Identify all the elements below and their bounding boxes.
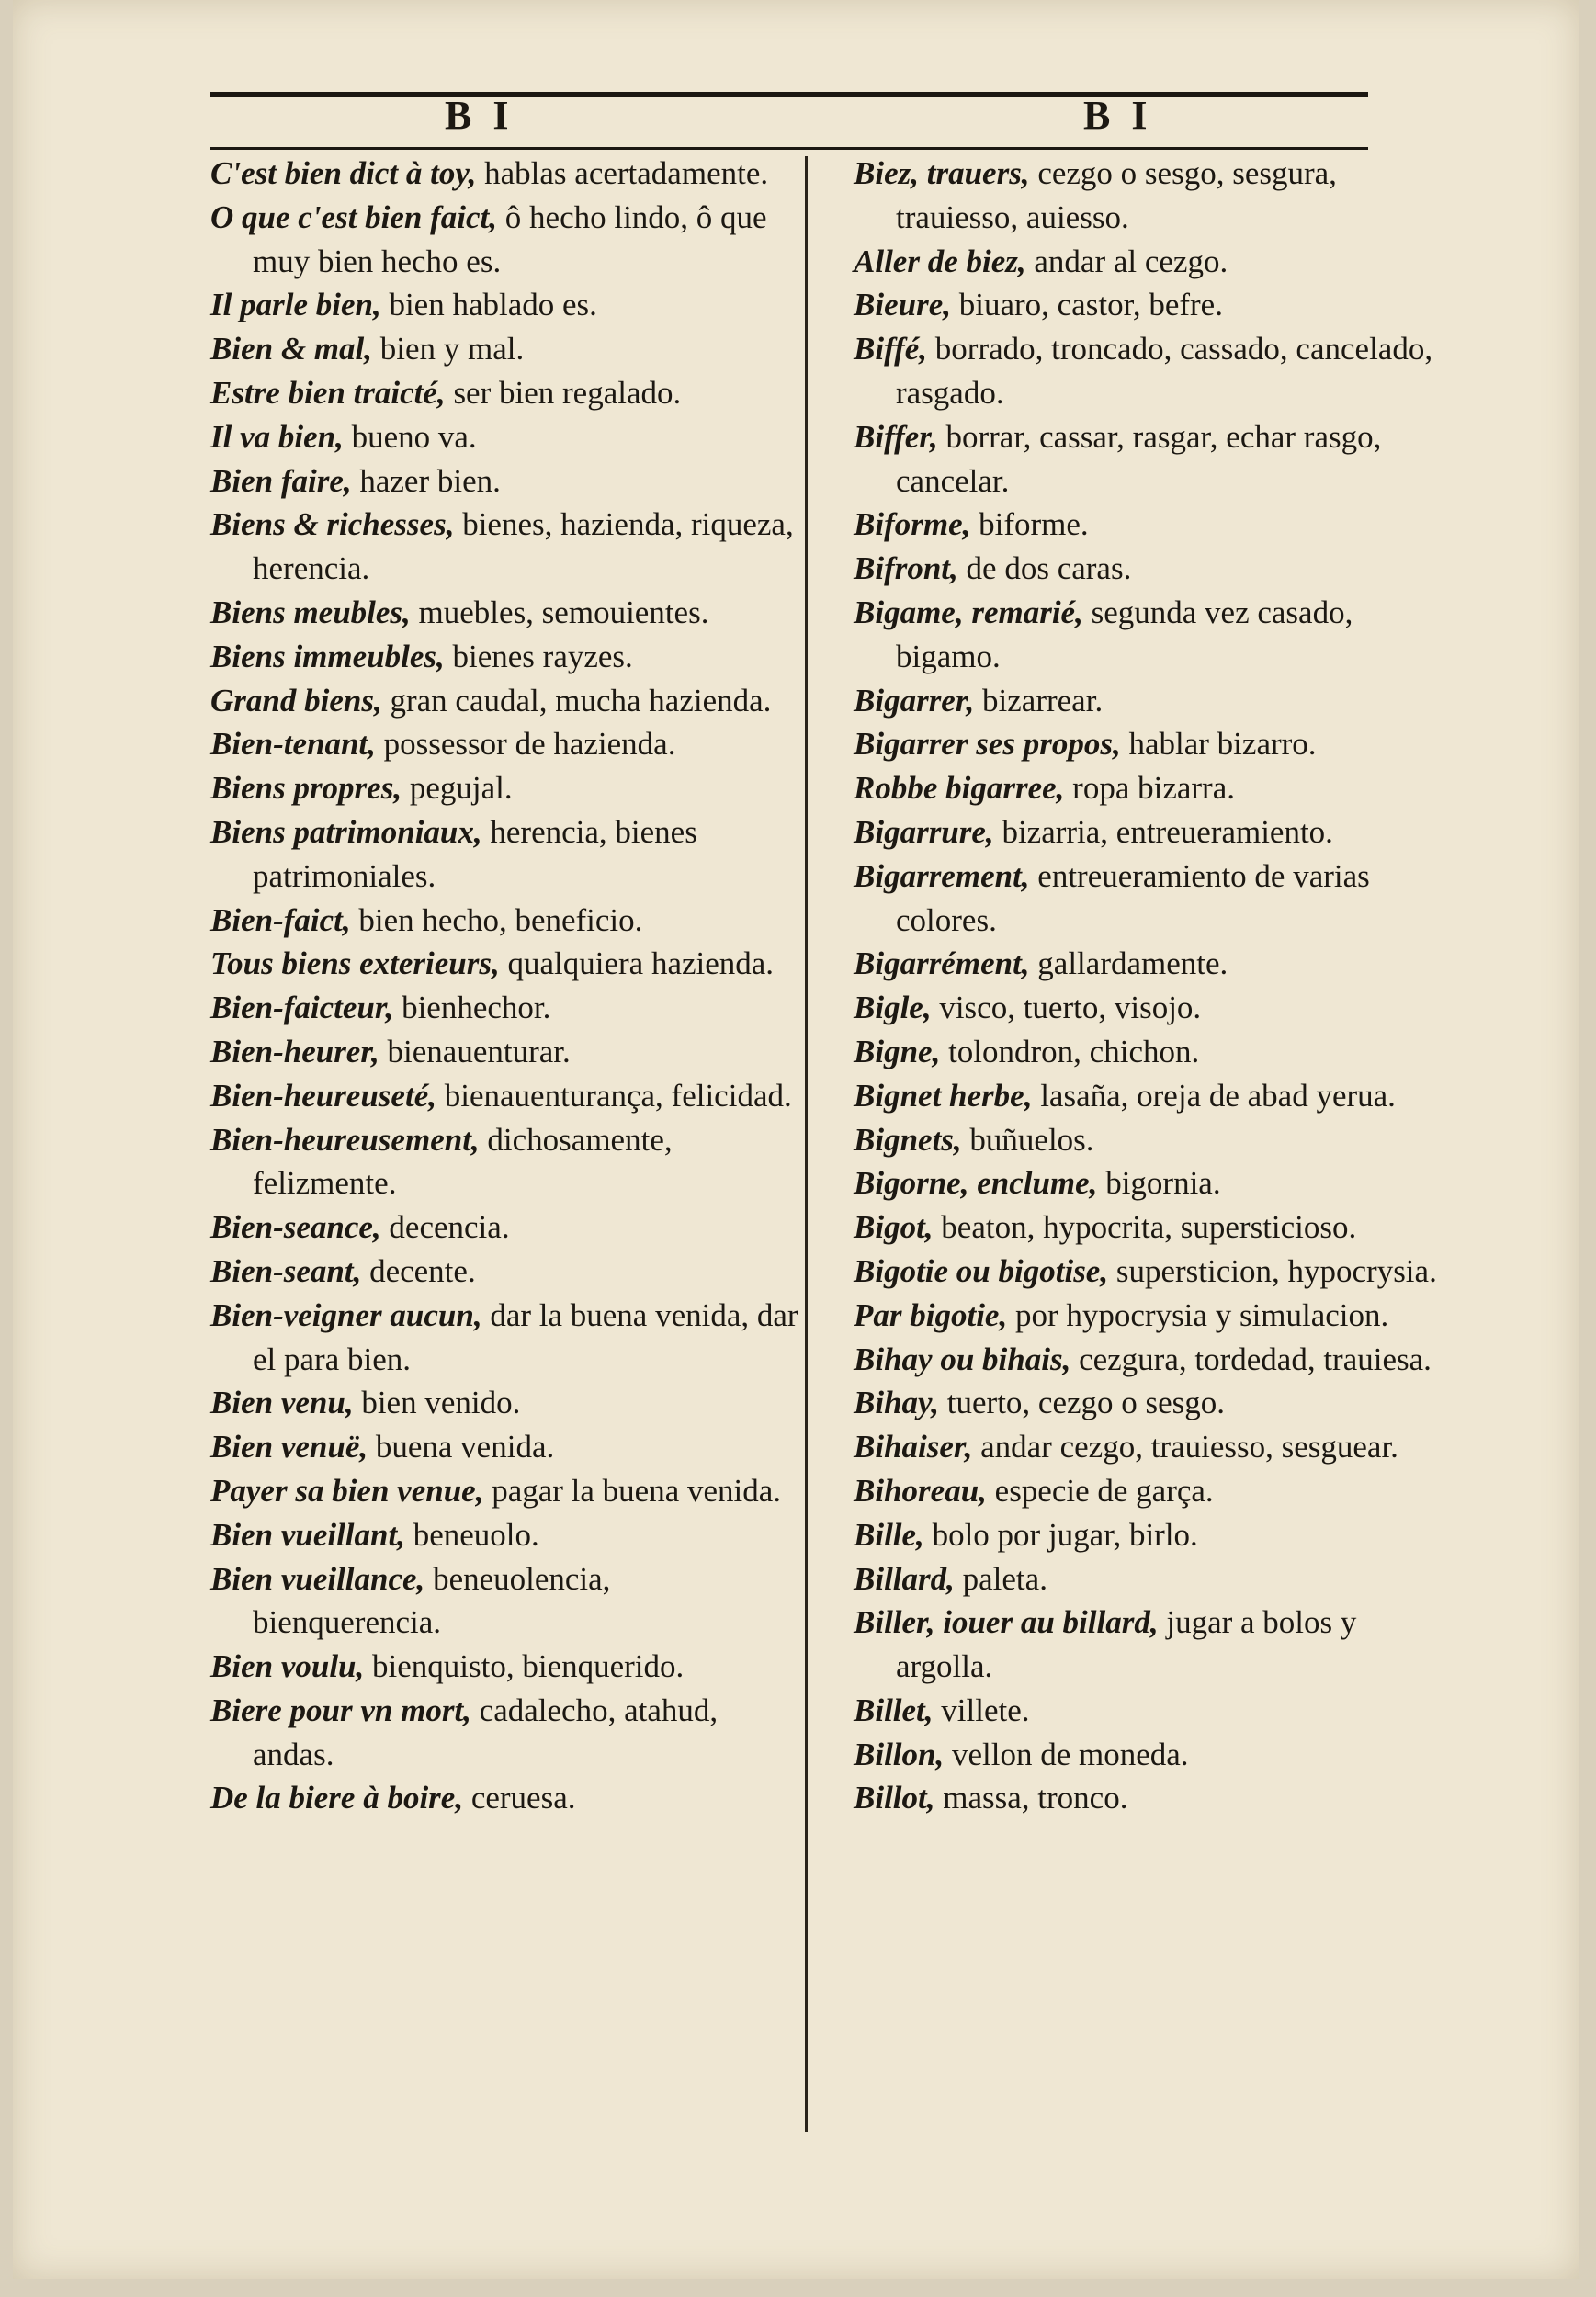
dictionary-entry <box>210 327 798 371</box>
entry-headword: Biens immeubles, <box>210 638 445 674</box>
entry-translation: segunda vez casado, bigamo. <box>896 594 1353 674</box>
entry-translation: cadalecho, atahud, andas. <box>253 1692 719 1772</box>
entry-translation: por hypocrysia y simulacion. <box>1007 1296 1389 1333</box>
entry-translation: massa, tronco. <box>934 1780 1128 1816</box>
header-rule-lower <box>210 147 1368 150</box>
dictionary-entry <box>210 986 798 1030</box>
dictionary-entry <box>210 1381 798 1425</box>
entry-headword: Bien vueillance, <box>210 1560 425 1597</box>
entry-headword: Biller, iouer au billard, <box>854 1604 1159 1641</box>
dictionary-entry <box>854 942 1442 986</box>
dictionary-entry <box>210 766 798 810</box>
dictionary-entry <box>854 722 1442 766</box>
running-head-right: B I <box>1083 93 1153 138</box>
header-rule <box>210 92 1368 97</box>
dictionary-entry <box>854 1425 1442 1469</box>
entry-translation: cezgo o sesgo, sesgura, trauiesso, auiesso. <box>896 155 1337 235</box>
entry-headword: Bien faire, <box>210 462 352 499</box>
dictionary-entry <box>854 547 1442 591</box>
running-head-left: B I <box>445 93 515 138</box>
entry-headword: Bien venuë, <box>210 1429 368 1465</box>
entry-headword: Bigarrer, <box>854 682 975 719</box>
entry-headword: Billard, <box>854 1560 955 1597</box>
entry-headword: Bigarrer ses propos, <box>854 726 1121 763</box>
dictionary-entry <box>854 1381 1442 1425</box>
entry-translation: pegujal. <box>402 770 513 807</box>
entry-translation: bien hecho, beneficio. <box>350 901 643 938</box>
dictionary-entry <box>210 1557 798 1646</box>
entry-translation: ceruesa. <box>463 1780 576 1816</box>
dictionary-entry <box>210 371 798 415</box>
entry-headword: Bigorne, enclume, <box>854 1165 1098 1202</box>
entry-translation: beaton, hypocrita, supersticioso. <box>933 1209 1357 1246</box>
entry-headword: Bigle, <box>854 990 932 1026</box>
dictionary-entry <box>210 722 798 766</box>
entry-headword: Bien voulu, <box>210 1648 365 1685</box>
entry-headword: Bien-veigner aucun, <box>210 1296 482 1333</box>
entry-headword: Bien-heurer, <box>210 1033 379 1069</box>
dictionary-entry <box>854 1601 1442 1689</box>
dictionary-entry <box>854 1205 1442 1250</box>
dictionary-entry <box>210 1074 798 1118</box>
entry-translation: andar al cezgo. <box>1025 243 1228 279</box>
dictionary-entry <box>854 1118 1442 1162</box>
entry-translation: dar la buena venida, dar el para bien. <box>253 1296 798 1377</box>
entry-translation: bolo por jugar, birlo. <box>923 1516 1198 1553</box>
entry-translation: bueno va. <box>343 418 477 455</box>
dictionary-entry <box>854 327 1442 415</box>
entry-headword: Aller de biez, <box>854 243 1026 279</box>
dictionary-entry <box>210 1118 798 1206</box>
entry-headword: Payer sa bien venue, <box>210 1472 484 1509</box>
entry-headword: Bien-faicteur, <box>210 990 394 1026</box>
dictionary-page <box>13 0 1579 2279</box>
entry-headword: De la biere à boire, <box>210 1780 464 1816</box>
entry-translation: bienquisto, bienquerido. <box>364 1648 685 1685</box>
column-divider <box>805 156 808 2132</box>
entry-translation: villete. <box>933 1692 1030 1728</box>
dictionary-entry <box>210 283 798 327</box>
entry-headword: Grand biens, <box>210 682 382 719</box>
entry-translation: beneuolo. <box>404 1516 539 1553</box>
entry-translation: bienhechor. <box>393 990 551 1026</box>
entry-translation: bien y mal. <box>372 331 525 368</box>
entry-headword: Bille, <box>854 1516 924 1553</box>
entry-translation: decente. <box>361 1252 476 1289</box>
entry-headword: Bien & mal, <box>210 331 372 368</box>
entry-translation: visco, tuerto, visojo. <box>931 990 1202 1026</box>
entry-headword: Biffer, <box>854 418 938 455</box>
entry-translation: de dos caras. <box>957 550 1132 587</box>
dictionary-entry <box>854 152 1442 240</box>
entry-translation: borrado, troncado, cassado, cancelado, rasgado. <box>896 331 1433 411</box>
entry-translation: pagar la buena venida. <box>483 1472 782 1509</box>
entry-headword: Biens & richesses, <box>210 506 455 543</box>
dictionary-entry <box>210 810 798 899</box>
entry-headword: Robbe bigarree, <box>854 770 1065 807</box>
entry-translation: supersticion, hypocrysia. <box>1108 1252 1437 1289</box>
dictionary-entry <box>854 283 1442 327</box>
entry-translation: bizarria, entreueramiento. <box>993 813 1333 850</box>
right-column <box>854 152 1442 1820</box>
entry-translation: bienauenturança, felicidad. <box>436 1077 792 1114</box>
entry-headword: Bignet herbe, <box>854 1077 1033 1114</box>
dictionary-entry <box>210 1645 798 1689</box>
entry-headword: Bien venu, <box>210 1385 354 1421</box>
entry-headword: Bigarrément, <box>854 945 1030 982</box>
dictionary-entry <box>854 1338 1442 1382</box>
dictionary-entry <box>210 459 798 504</box>
dictionary-entry <box>210 635 798 679</box>
dictionary-entry <box>210 899 798 943</box>
dictionary-entry <box>854 810 1442 854</box>
entry-headword: Bihoreau, <box>854 1472 987 1509</box>
dictionary-entry <box>210 942 798 986</box>
entry-translation: bienes, hazienda, riqueza, herencia. <box>253 506 794 587</box>
entry-headword: Bigarrure, <box>854 813 994 850</box>
dictionary-entry <box>210 152 798 196</box>
entry-translation: hablar bizarro. <box>1120 726 1317 763</box>
dictionary-entry <box>854 1733 1442 1777</box>
entry-headword: Bien-faict, <box>210 901 351 938</box>
entry-headword: Tous biens exterieurs, <box>210 945 500 982</box>
entry-headword: Biens patrimoniaux, <box>210 813 482 850</box>
entry-headword: Biens meubles, <box>210 594 411 630</box>
dictionary-entry <box>854 1469 1442 1513</box>
entry-translation: vellon de moneda. <box>944 1736 1189 1772</box>
entry-translation: jugar a bolos y argolla. <box>896 1604 1357 1685</box>
entry-headword: Bifront, <box>854 550 958 587</box>
entry-headword: Billet, <box>854 1692 934 1728</box>
entry-headword: Bihay, <box>854 1385 940 1421</box>
dictionary-entry <box>210 1469 798 1513</box>
entry-translation: borrar, cassar, rasgar, echar rasgo, cancelar. <box>896 418 1382 499</box>
entry-translation: tuerto, cezgo o sesgo. <box>939 1385 1226 1421</box>
dictionary-entry <box>854 240 1442 284</box>
entry-translation: buñuelos. <box>961 1121 1094 1158</box>
entry-headword: Bien-heureusement, <box>210 1121 480 1158</box>
entry-headword: O que c'est bien faict, <box>210 198 498 235</box>
entry-headword: Bien-heureuseté, <box>210 1077 436 1114</box>
dictionary-entry <box>854 679 1442 723</box>
entry-headword: Bigotie ou bigotise, <box>854 1252 1109 1289</box>
entry-translation: buena venida. <box>368 1429 555 1465</box>
entry-translation: bien hablado es. <box>380 287 597 323</box>
entry-translation: tolondron, chichon. <box>940 1033 1200 1069</box>
entry-translation: dichosamente, felizmente. <box>253 1121 673 1202</box>
entry-headword: Biere pour vn mort, <box>210 1692 471 1728</box>
entry-translation: cezgura, tordedad, trauiesa. <box>1070 1341 1432 1377</box>
entry-translation: possessor de hazienda. <box>375 726 676 763</box>
entry-translation: muebles, semouientes. <box>410 594 709 630</box>
entry-headword: Biffé, <box>854 331 928 368</box>
dictionary-entry <box>854 986 1442 1030</box>
dictionary-entry <box>854 1030 1442 1074</box>
dictionary-entry <box>210 1776 798 1820</box>
entry-translation: herencia, bienes patrimoniales. <box>253 813 697 894</box>
entry-translation: ô hecho lindo, ô que muy bien hecho es. <box>253 198 767 279</box>
entry-headword: Il va bien, <box>210 418 344 455</box>
dictionary-entry <box>854 1513 1442 1557</box>
entry-headword: Bigne, <box>854 1033 941 1069</box>
dictionary-entry <box>210 1513 798 1557</box>
entry-headword: Par bigotie, <box>854 1296 1008 1333</box>
dictionary-entry <box>210 1205 798 1250</box>
dictionary-entry <box>210 1425 798 1469</box>
entry-translation: gallardamente. <box>1029 945 1228 982</box>
entry-headword: Bihaiser, <box>854 1429 973 1465</box>
entry-translation: decencia. <box>380 1209 510 1246</box>
dictionary-entry <box>854 766 1442 810</box>
dictionary-entry <box>854 591 1442 679</box>
entry-headword: Bien-seant, <box>210 1252 362 1289</box>
dictionary-entry <box>854 1689 1442 1733</box>
entry-translation: bigornia. <box>1097 1165 1221 1202</box>
entry-translation: especie de garça. <box>986 1472 1214 1509</box>
entry-translation: bienauenturar. <box>379 1033 571 1069</box>
dictionary-entry <box>210 503 798 591</box>
entry-translation: hablas acertadamente. <box>476 155 769 191</box>
entry-translation: beneuolencia, bienquerencia. <box>253 1560 611 1641</box>
dictionary-entry <box>210 1030 798 1074</box>
dictionary-entry <box>210 1294 798 1382</box>
entry-headword: Bignets, <box>854 1121 962 1158</box>
entry-headword: Bihay ou bihais, <box>854 1341 1071 1377</box>
entry-headword: Bien-seance, <box>210 1209 381 1246</box>
entry-translation: paleta. <box>954 1560 1047 1597</box>
entry-translation: bizarrear. <box>974 682 1104 719</box>
entry-headword: Billot, <box>854 1780 935 1816</box>
dictionary-entry <box>854 503 1442 547</box>
dictionary-entry <box>854 1161 1442 1205</box>
entry-headword: Billon, <box>854 1736 945 1772</box>
dictionary-entry <box>854 1250 1442 1294</box>
entry-translation: andar cezgo, trauiesso, sesguear. <box>972 1429 1398 1465</box>
entry-headword: C'est bien dict à toy, <box>210 155 477 191</box>
dictionary-entry <box>854 1074 1442 1118</box>
entry-translation: bien venido. <box>353 1385 521 1421</box>
dictionary-entry <box>210 1250 798 1294</box>
dictionary-entry <box>210 679 798 723</box>
entry-translation: lasaña, oreja de abad yerua. <box>1032 1077 1396 1114</box>
entry-headword: Biens propres, <box>210 770 402 807</box>
entry-translation: qualquiera hazienda. <box>499 945 775 982</box>
dictionary-entry <box>210 1689 798 1777</box>
dictionary-entry <box>854 1294 1442 1338</box>
entry-translation: entreueramiento de varias colores. <box>896 857 1370 938</box>
entry-headword: Bigot, <box>854 1209 934 1246</box>
entry-translation: biforme. <box>970 506 1089 543</box>
dictionary-entry <box>854 415 1442 504</box>
dictionary-entry <box>854 1776 1442 1820</box>
entry-translation: ser bien regalado. <box>445 374 682 411</box>
entry-headword: Bien vueillant, <box>210 1516 405 1553</box>
entry-headword: Estre bien traicté, <box>210 374 446 411</box>
entry-headword: Il parle bien, <box>210 287 381 323</box>
entry-headword: Biforme, <box>854 506 971 543</box>
left-column <box>210 152 798 1820</box>
entry-translation: ropa bizarra. <box>1064 770 1236 807</box>
entry-headword: Bigame, remarié, <box>854 594 1083 630</box>
dictionary-entry <box>210 591 798 635</box>
entry-translation: hazer bien. <box>351 462 501 499</box>
dictionary-entry <box>854 854 1442 943</box>
dictionary-entry <box>210 196 798 284</box>
entry-translation: gran caudal, mucha hazienda. <box>381 682 772 719</box>
entry-headword: Bien-tenant, <box>210 726 376 763</box>
entry-translation: biuaro, castor, befre. <box>950 287 1223 323</box>
dictionary-entry <box>854 1557 1442 1601</box>
dictionary-entry <box>210 415 798 459</box>
entry-headword: Bigarrement, <box>854 857 1030 894</box>
entry-headword: Biez, trauers, <box>854 155 1030 191</box>
entry-translation: bienes rayzes. <box>444 638 633 674</box>
entry-headword: Bieure, <box>854 287 951 323</box>
